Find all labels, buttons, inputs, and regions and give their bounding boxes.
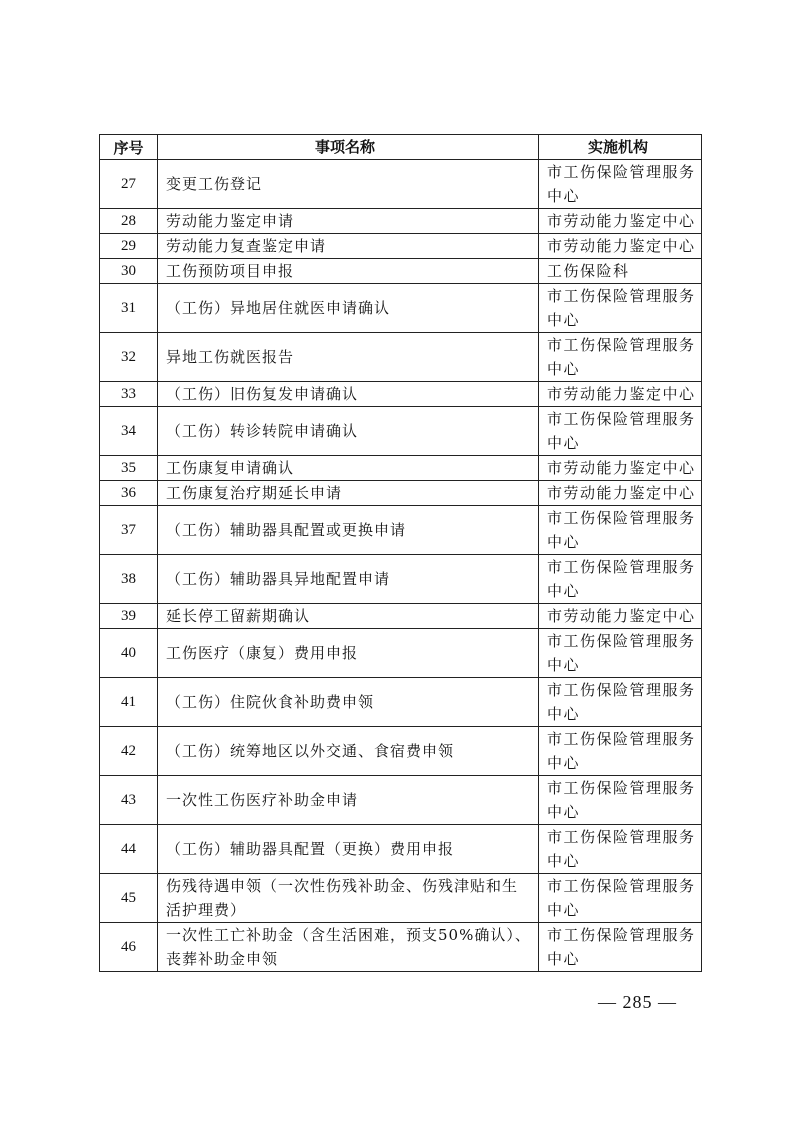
- table-row: [100, 259, 702, 284]
- row-agency: 市工伤保险管理服务中心: [539, 923, 702, 972]
- row-agency: 市工伤保险管理服务中心: [539, 333, 702, 382]
- row-index: 46: [100, 923, 158, 972]
- row-item-name: （工伤）统筹地区以外交通、食宿费申领: [158, 727, 539, 776]
- row-agency: 市工伤保险管理服务中心: [539, 678, 702, 727]
- row-item-name: （工伤）辅助器具配置（更换）费用申报: [158, 825, 539, 874]
- row-agency: 工伤保险科: [539, 259, 702, 284]
- row-item-name: 一次性工伤医疗补助金申请: [158, 776, 539, 825]
- row-item-name: 延长停工留薪期确认: [158, 604, 539, 629]
- row-index: 43: [100, 776, 158, 825]
- row-index: 34: [100, 407, 158, 456]
- row-index: 28: [100, 209, 158, 234]
- row-item-name: （工伤）住院伙食补助费申领: [158, 678, 539, 727]
- row-item-name: 工伤预防项目申报: [158, 259, 539, 284]
- table-row: [100, 629, 702, 678]
- row-item-name: 变更工伤登记: [158, 160, 539, 209]
- header-index: 序号: [100, 135, 158, 160]
- row-index: 36: [100, 481, 158, 506]
- row-agency: 市工伤保险管理服务中心: [539, 407, 702, 456]
- row-agency: 市劳动能力鉴定中心: [539, 209, 702, 234]
- table-row: [100, 678, 702, 727]
- row-index: 33: [100, 382, 158, 407]
- row-agency: 市工伤保险管理服务中心: [539, 555, 702, 604]
- row-agency: 市劳动能力鉴定中心: [539, 456, 702, 481]
- row-agency: 市工伤保险管理服务中心: [539, 284, 702, 333]
- row-item-name: （工伤）转诊转院申请确认: [158, 407, 539, 456]
- row-item-name: 异地工伤就医报告: [158, 333, 539, 382]
- row-item-name: （工伤）辅助器具异地配置申请: [158, 555, 539, 604]
- items-table: [99, 134, 702, 972]
- table-row: [100, 776, 702, 825]
- table-row: [100, 604, 702, 629]
- table-row: [100, 209, 702, 234]
- row-item-name: 劳动能力复查鉴定申请: [158, 234, 539, 259]
- row-agency: 市劳动能力鉴定中心: [539, 604, 702, 629]
- row-item-name: （工伤）异地居住就医申请确认: [158, 284, 539, 333]
- table-row: [100, 555, 702, 604]
- table-row: [100, 923, 702, 972]
- row-index: 44: [100, 825, 158, 874]
- row-item-name: （工伤）旧伤复发申请确认: [158, 382, 539, 407]
- table-row: [100, 333, 702, 382]
- row-agency: 市劳动能力鉴定中心: [539, 234, 702, 259]
- row-agency: 市工伤保险管理服务中心: [539, 160, 702, 209]
- table-row: [100, 234, 702, 259]
- row-item-name: 劳动能力鉴定申请: [158, 209, 539, 234]
- table-row: [100, 456, 702, 481]
- row-agency: 市劳动能力鉴定中心: [539, 382, 702, 407]
- row-index: 31: [100, 284, 158, 333]
- table-row: [100, 506, 702, 555]
- row-agency: 市工伤保险管理服务中心: [539, 776, 702, 825]
- row-agency: 市工伤保险管理服务中心: [539, 825, 702, 874]
- table-row: [100, 407, 702, 456]
- row-index: 30: [100, 259, 158, 284]
- row-index: 38: [100, 555, 158, 604]
- page-number: — 285 —: [598, 992, 677, 1012]
- header-agency: 实施机构: [539, 135, 702, 160]
- row-index: 39: [100, 604, 158, 629]
- table-row: [100, 382, 702, 407]
- row-index: 27: [100, 160, 158, 209]
- row-agency: 市工伤保险管理服务中心: [539, 727, 702, 776]
- row-index: 41: [100, 678, 158, 727]
- row-agency: 市工伤保险管理服务中心: [539, 874, 702, 923]
- table-header-row: [100, 135, 702, 160]
- row-index: 29: [100, 234, 158, 259]
- row-item-name: 伤残待遇申领（一次性伤残补助金、伤残津贴和生活护理费）: [158, 874, 539, 923]
- table-row: [100, 160, 702, 209]
- row-index: 35: [100, 456, 158, 481]
- row-item-name: 工伤医疗（康复）费用申报: [158, 629, 539, 678]
- table-row: [100, 727, 702, 776]
- header-item-name: 事项名称: [158, 135, 539, 160]
- row-index: 40: [100, 629, 158, 678]
- row-item-name: 工伤康复申请确认: [158, 456, 539, 481]
- row-index: 32: [100, 333, 158, 382]
- row-agency: 市工伤保险管理服务中心: [539, 506, 702, 555]
- row-item-name: （工伤）辅助器具配置或更换申请: [158, 506, 539, 555]
- row-agency: 市工伤保险管理服务中心: [539, 629, 702, 678]
- row-index: 37: [100, 506, 158, 555]
- table-row: [100, 284, 702, 333]
- row-index: 45: [100, 874, 158, 923]
- row-index: 42: [100, 727, 158, 776]
- row-item-name: 一次性工亡补助金（含生活困难，预支50%确认）、丧葬补助金申领: [158, 923, 539, 972]
- table-row: [100, 825, 702, 874]
- table-row: [100, 481, 702, 506]
- row-agency: 市劳动能力鉴定中心: [539, 481, 702, 506]
- table-row: [100, 874, 702, 923]
- row-item-name: 工伤康复治疗期延长申请: [158, 481, 539, 506]
